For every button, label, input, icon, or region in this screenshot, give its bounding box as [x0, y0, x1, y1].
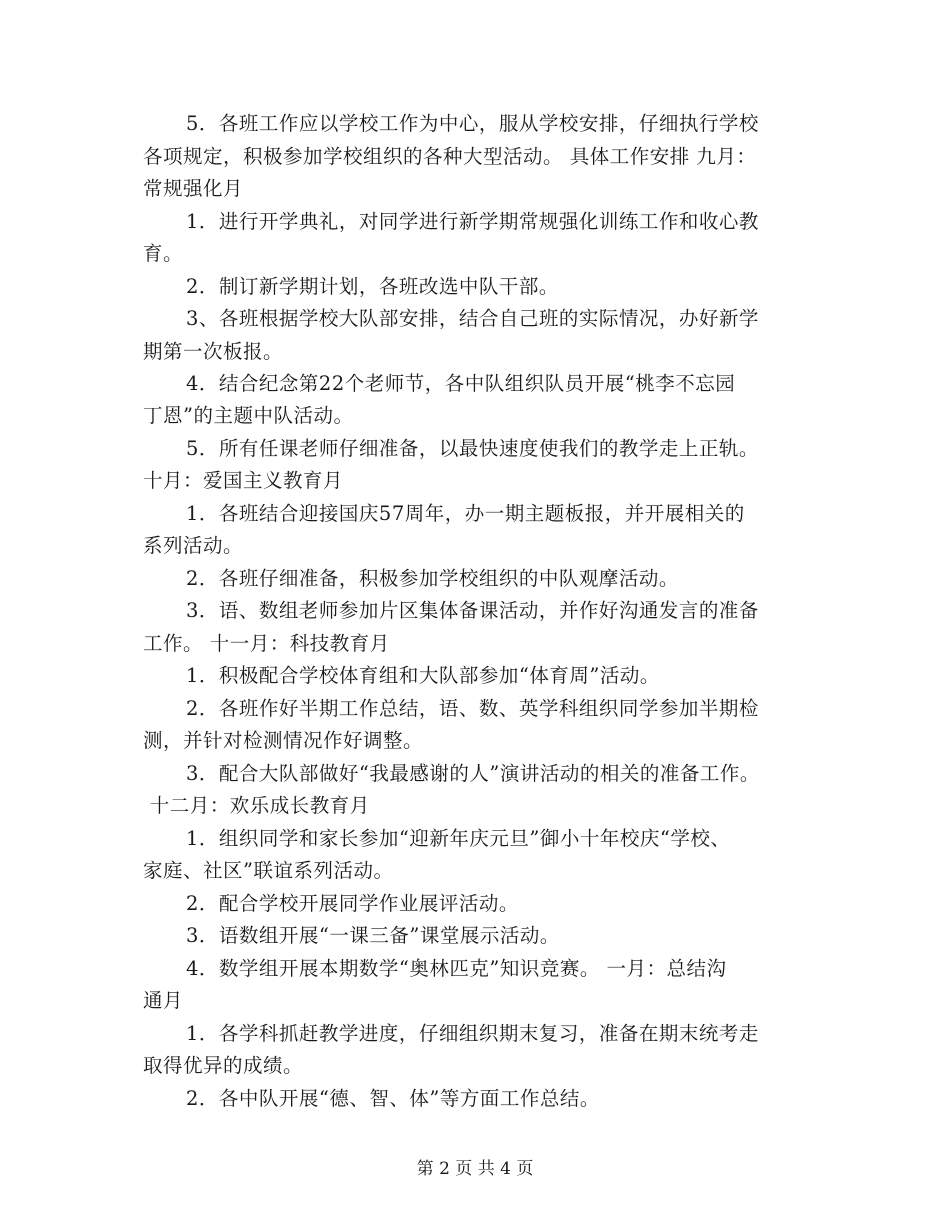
text-line: 1．各学科抓赶教学进度，仔细组织期末复习，准备在期末统考走 — [186, 1022, 759, 1045]
text-line: 各项规定，积极参加学校组织的各种大型活动。 具体工作安排 九月： — [143, 145, 757, 168]
text-line: 3、各班根据学校大队部安排，结合自己班的实际情况，办好新学 — [186, 307, 759, 330]
text-line: 取得优异的成绩。 — [143, 1054, 304, 1077]
text-line: 5．各班工作应以学校工作为中心，服从学校安排，仔细执行学校 — [186, 112, 759, 135]
text-line: 1．组织同学和家长参加“迎新年庆元旦”御小十年校庆“学校、 — [186, 827, 731, 850]
text-line: 工作。 十一月：科技教育月 — [143, 632, 390, 655]
text-line: 3．语数组开展“一课三备”课堂展示活动。 — [186, 924, 560, 947]
text-line: 3．语、数组老师参加片区集体备课活动，并作好沟通发言的准备 — [186, 599, 759, 622]
text-line: 系列活动。 — [143, 534, 244, 557]
text-line: 5．所有任课老师仔细准备，以最快速度使我们的教学走上正轨。 — [186, 437, 759, 460]
text-line: 2．制订新学期计划，各班改选中队干部。 — [186, 275, 559, 298]
text-line: 2．各班作好半期工作总结，语、数、英学科组织同学参加半期检 — [186, 697, 759, 720]
text-line: 2．配合学校开展同学作业展评活动。 — [186, 892, 519, 915]
text-line: 测，并针对检测情况作好调整。 — [143, 729, 424, 752]
text-line: 4．数学组开展本期数学“奥林匹克”知识竞赛。 一月：总结沟 — [186, 957, 727, 980]
text-line: 丁恩”的主题中队活动。 — [143, 404, 354, 427]
text-line: 期第一次板报。 — [143, 340, 284, 363]
text-line: 4．结合纪念第22个老师节，各中队组织队员开展“桃李不忘园 — [186, 372, 736, 395]
text-line: 家庭、社区”联谊系列活动。 — [143, 859, 394, 882]
text-line: 2．各班仔细准备，积极参加学校组织的中队观摩活动。 — [186, 567, 679, 590]
text-line: 常规强化月 — [143, 177, 244, 200]
text-line: 2．各中队开展“德、智、体”等方面工作总结。 — [186, 1087, 600, 1110]
text-line: 1．进行开学典礼，对同学进行新学期常规强化训练工作和收心教 — [186, 210, 759, 233]
text-line: 育。 — [143, 242, 184, 265]
text-line: 1．积极配合学校体育组和大队部参加“体育周”活动。 — [186, 664, 660, 687]
text-line: 十月：爱国主义教育月 — [143, 469, 344, 492]
text-line: 通月 — [143, 989, 184, 1012]
page-footer: 第 2 页 共 4 页 — [416, 1159, 534, 1179]
text-line: 3．配合大队部做好“我最感谢的人”演讲活动的相关的准备工作。 — [186, 762, 760, 785]
text-line: 十二月：欢乐成长教育月 — [143, 794, 370, 817]
text-line: 1．各班结合迎接国庆57周年，办一期主题板报，并开展相关的 — [186, 502, 745, 525]
